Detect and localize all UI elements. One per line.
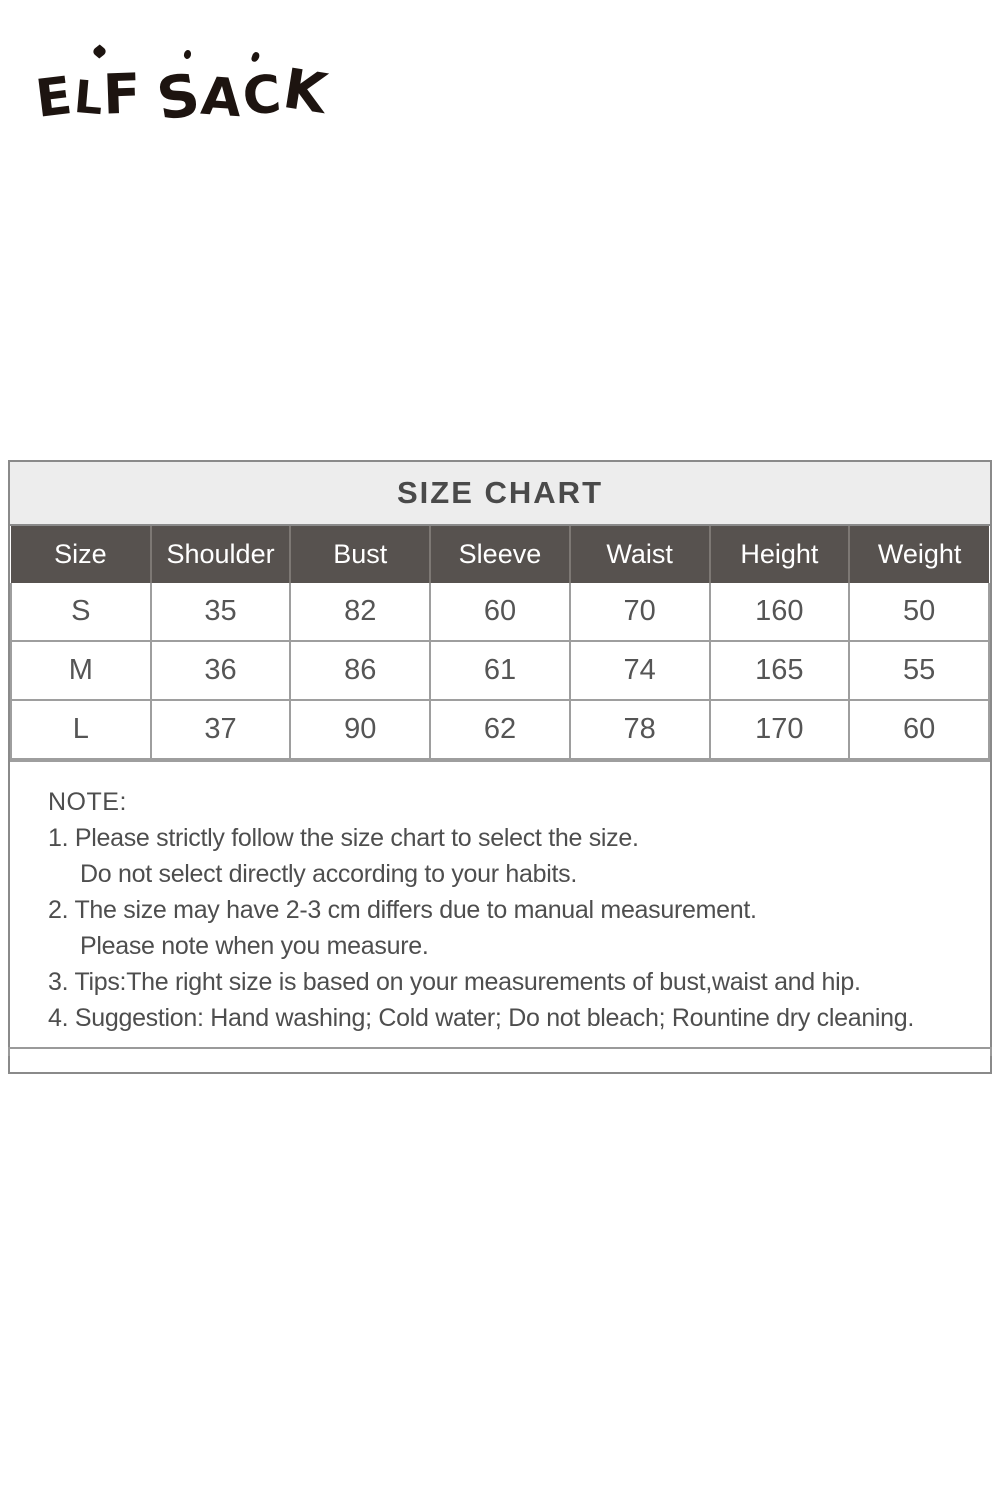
cell-height: 170	[710, 700, 850, 759]
header-cell-shoulder: Shoulder	[151, 526, 291, 583]
size-chart-box	[8, 460, 992, 1074]
cell-bust: 82	[290, 583, 430, 641]
cell-waist: 78	[570, 700, 710, 759]
size-chart-title: SIZE CHART	[10, 462, 990, 526]
cell-shoulder: 36	[151, 641, 291, 700]
header-cell-waist: Waist	[570, 526, 710, 583]
note-line: 1. Please strictly follow the size chart to select the size.	[48, 824, 639, 852]
logo-letter: F	[102, 61, 142, 127]
note-section	[10, 760, 990, 1072]
note-line: 4. Suggestion: Hand washing; Cold water; Do not bleach; Rountine dry cleaning.	[48, 1004, 915, 1032]
note-line: 3. Tips:The right size is based on your measurements of bust,waist and hip.	[48, 968, 861, 996]
cell-waist: 74	[570, 641, 710, 700]
cell-size: S	[11, 583, 151, 641]
cell-weight: 50	[849, 583, 989, 641]
note-line: Please note when you measure.	[80, 932, 429, 960]
size-table	[10, 526, 990, 760]
header-cell-height: Height	[710, 526, 850, 583]
cell-waist: 70	[570, 583, 710, 641]
table-row-s	[11, 583, 989, 641]
cell-size: M	[11, 641, 151, 700]
cell-sleeve: 60	[430, 583, 570, 641]
header-cell-sleeve: Sleeve	[430, 526, 570, 583]
cell-bust: 86	[290, 641, 430, 700]
cell-height: 160	[710, 583, 850, 641]
table-row-l	[11, 700, 989, 759]
logo-letter: E	[32, 66, 76, 130]
logo-mark-dot	[251, 51, 261, 63]
logo-letter: A	[198, 66, 243, 130]
logo-letter: S	[152, 60, 204, 134]
next-box-partial-edge	[8, 1047, 992, 1056]
header-cell-size: Size	[11, 526, 151, 583]
cell-size: L	[11, 700, 151, 759]
logo-mark-tick	[91, 45, 108, 59]
note-line: 2. The size may have 2-3 cm differs due to manual measurement.	[48, 896, 757, 924]
cell-shoulder: 37	[151, 700, 291, 759]
logo-letter: L	[71, 69, 105, 126]
note-heading: NOTE:	[48, 788, 127, 816]
note-line: Do not select directly according to your habits.	[80, 860, 577, 888]
cell-sleeve: 61	[430, 641, 570, 700]
header-cell-weight: Weight	[849, 526, 989, 583]
brand-logo	[32, 44, 332, 134]
logo-letter: C	[240, 64, 284, 128]
cell-bust: 90	[290, 700, 430, 759]
table-row-m	[11, 641, 989, 700]
cell-weight: 55	[849, 641, 989, 700]
logo-letter: K	[279, 56, 332, 127]
logo-mark-dot	[183, 49, 192, 60]
cell-weight: 60	[849, 700, 989, 759]
header-cell-bust: Bust	[290, 526, 430, 583]
cell-shoulder: 35	[151, 583, 291, 641]
cell-sleeve: 62	[430, 700, 570, 759]
size-table-header-row	[11, 526, 989, 583]
cell-height: 165	[710, 641, 850, 700]
